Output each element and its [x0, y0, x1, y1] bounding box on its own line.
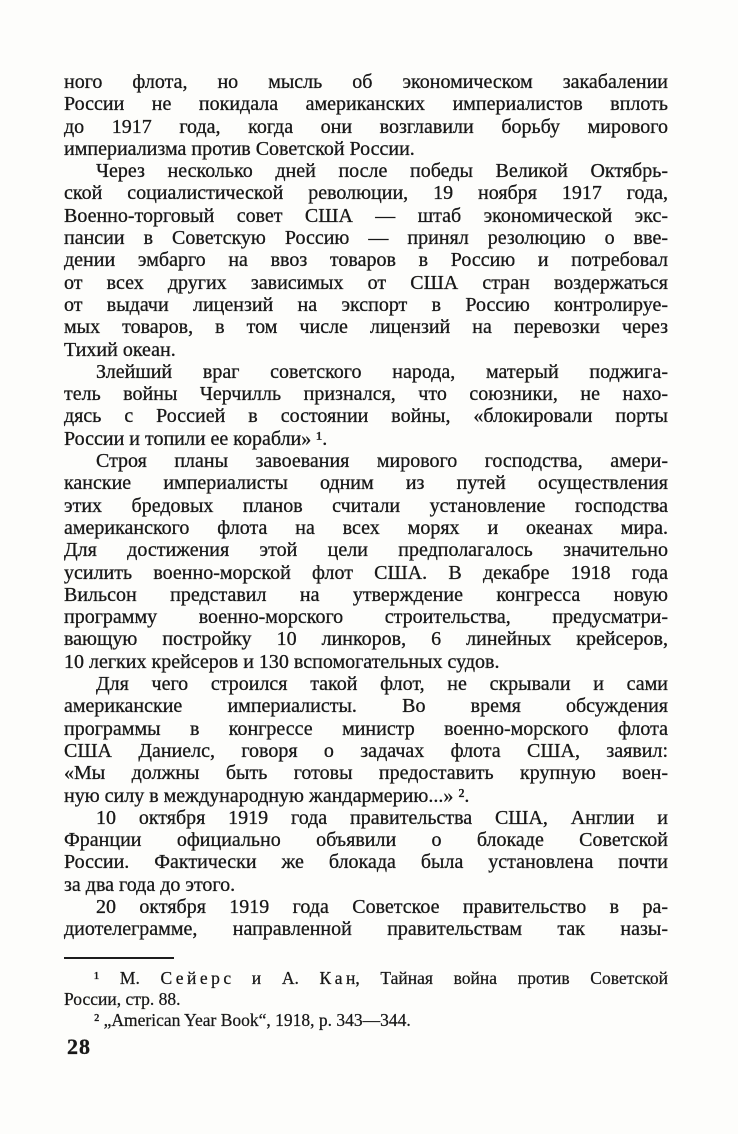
text-line: России не покидала американских империалистов вплоть — [64, 93, 668, 116]
text-line: за два года до этого. — [64, 873, 236, 896]
text-line: американского флота на всех морях и океанах мира. — [64, 516, 668, 539]
body-text — [64, 71, 668, 941]
text-line: Для достижения этой цели предполагалось значительно — [64, 539, 668, 562]
text-line: 20 октября 1919 года Советское правительство в ра- — [96, 895, 668, 918]
text-line: 10 октября 1919 года правительства США, Англии и — [96, 806, 668, 829]
text-line: дясь с Россией в состоянии войны, «блокировали порты — [64, 405, 668, 428]
text-line: ¹ М. С е й е р с и А. К а н, Тайная война против Советской — [94, 968, 668, 988]
text-line: этих бредовых планов считали установление господства — [64, 494, 668, 517]
text-line: Строя планы завоевания мирового господства, амери- — [96, 450, 668, 473]
text-line: Злейший враг советского народа, матерый поджига- — [96, 360, 668, 383]
text-line: империализма против Советской России. — [64, 137, 415, 160]
footnote-separator — [64, 957, 174, 959]
text-line: России. Фактически же блокада была установлена почти — [64, 851, 668, 874]
text-line: Военно-торговый совет США — штаб экономической экс- — [64, 204, 668, 227]
text-line: пансии в Советскую Россию — принял резолюцию о вве- — [64, 227, 668, 250]
text-line: американские империалисты. Во время обсуждения — [64, 695, 668, 718]
text-line: диотелеграмме, направленной правительствам так назы- — [64, 918, 668, 941]
text-line: Через несколько дней после победы Великой Октябрь- — [96, 160, 668, 183]
text-line: ного флота, но мысль об экономическом закабалении — [64, 71, 668, 93]
text-line: «Мы должны быть готовы предоставить крупную воен- — [64, 762, 668, 785]
text-line: тель войны Черчилль признался, что союзники, не нахо- — [64, 383, 668, 406]
text-line: Для чего строился такой флот, не скрывали и сами — [96, 673, 668, 696]
page-number: 28 — [67, 1034, 91, 1059]
text-line: 10 легких крейсеров и 130 вспомогательных судов. — [64, 650, 500, 673]
text-line: от выдачи лицензий на экспорт в Россию контролируе- — [64, 293, 668, 316]
text-line: дении эмбарго на ввоз товаров в Россию и потребовал — [64, 249, 668, 272]
text-line: США Даниелс, говоря о задачах флота США, заявил: — [64, 739, 668, 762]
footnotes — [64, 968, 668, 1031]
text-line: программу военно-морского строительства, предусматри- — [64, 606, 668, 629]
text-line: Франции официально объявили о блокаде Советской — [64, 829, 668, 852]
text-line: России и топили ее корабли» ¹. — [64, 427, 328, 450]
text-line: Тихий океан. — [64, 338, 176, 361]
text-line: вающую постройку 10 линкоров, 6 линейных крейсеров, — [64, 628, 668, 651]
text-line: ской социалистической революции, 19 ноября 1917 года, — [64, 182, 668, 205]
text-line: от всех других зависимых от США стран воздержаться — [64, 271, 668, 294]
text-line: до 1917 года, когда они возглавили борьбу мирового — [64, 115, 668, 138]
text-line: канские империалисты одним из путей осуществления — [64, 472, 668, 495]
text-line: Вильсон представил на утверждение конгресса новую — [64, 583, 668, 606]
text-line: усилить военно-морской флот США. В декабре 1918 года — [64, 561, 668, 584]
text-line: России, стр. 88. — [64, 989, 181, 1009]
text-line: ² „American Year Book“, 1918, p. 343—344. — [94, 1010, 411, 1030]
text-line: программы в конгрессе министр военно-морского флота — [64, 717, 668, 740]
text-line: мых товаров, в том числе лицензий на перевозки через — [64, 316, 668, 339]
text-line: ную силу в международную жандармерию...» ². — [64, 784, 470, 807]
